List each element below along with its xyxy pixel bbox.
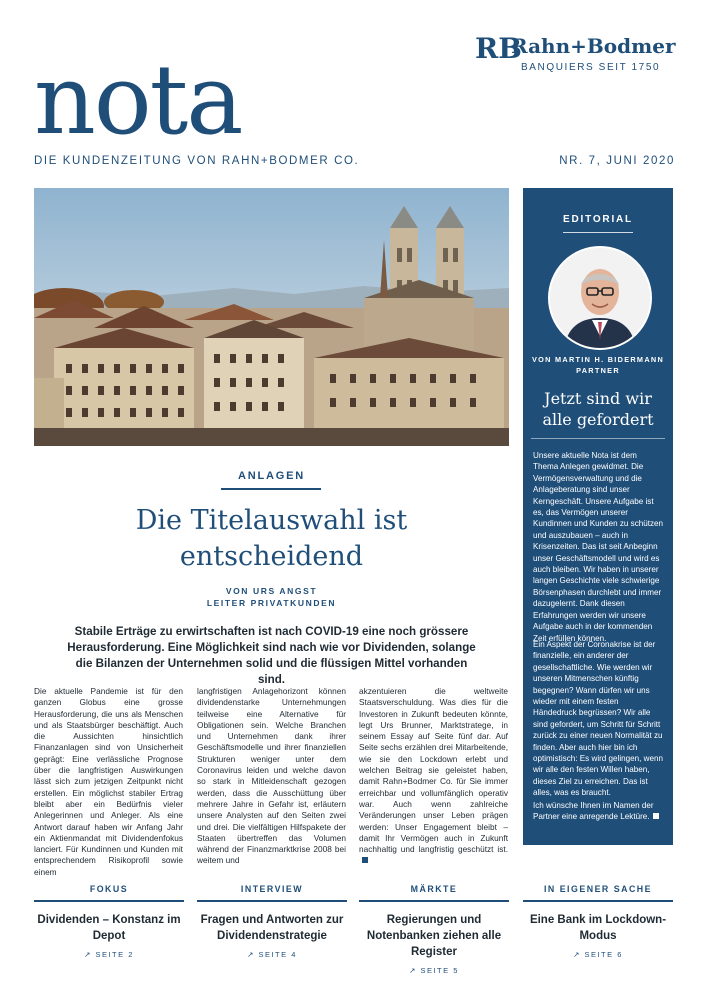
article-column-1: [34, 686, 183, 878]
teaser-divider: [197, 900, 347, 902]
teaser-label: FOKUS: [89, 884, 129, 894]
teaser-divider: [359, 900, 509, 902]
end-mark-icon: [653, 813, 659, 819]
teaser-page-link[interactable]: ↗ SEITE 4: [247, 950, 297, 959]
teaser-title[interactable]: Dividenden – Konstanz im Depot: [37, 914, 181, 942]
editorial-paragraph-3: [533, 800, 664, 823]
editorial-title: Jetzt sind wir alle gefordert: [542, 389, 654, 429]
teaser-page-link[interactable]: ↗ SEITE 5: [409, 966, 459, 975]
teaser-in-eigener-sache[interactable]: [523, 884, 673, 959]
teaser-divider: [523, 900, 673, 902]
section-divider: [221, 488, 321, 490]
teaser-page-link[interactable]: ↗ SEITE 2: [84, 950, 134, 959]
teaser-label: MÄRKTE: [410, 884, 458, 894]
teaser-divider: [34, 900, 184, 902]
issue-number: NR. 7, JUNI 2020: [559, 155, 675, 167]
masthead-subtitle: DIE KUNDENZEITUNG VON RAHN+BODMER CO.: [34, 155, 360, 167]
editorial-author-name: VON MARTIN H. BIDERMANN: [531, 355, 665, 364]
editorial-author-role: PARTNER: [576, 366, 620, 375]
portrait-illustration: [550, 248, 650, 348]
column-1-text: Die aktuelle Pandemie ist für den ganzen Globus eine grosse Herausforderung, die uns als Menschen und als Staatsbürger beschäftigt. Auch die Aussichten hinsichtlich Finanzanlagen sind von Unsicherheit geprägt: Eine verlässliche Prognose über die langfristigen Auswirkungen lässt sich zum jetzigen Zeitpunkt nicht erstellen. Ein möglichst stabiler Ertrag bleibt aber ein Bedürfnis vieler Anlegerinnen und Anleger. Als eine Antwort darauf haben wir Anfang Jahr ein Aktienmandat mit Dividendenfokus lanciert. Für Kundinnen und Kunden mit entsprechendem Risikoprofil sowie einem: [34, 686, 183, 877]
teaser-title[interactable]: Regierungen und Notenbanken ziehen alle Register: [366, 914, 502, 958]
article-headline: Die Titelauswahl ist entscheidend: [135, 505, 408, 572]
teaser-label: INTERVIEW: [240, 884, 304, 894]
column-3-text: akzentuieren die weltweite Staatsverschuldung. Was dies für die Investoren in Zukunft bedeuten könnte, legt Urs Brunner, Marktstratege, in seinem Essay auf Seite fünf dar. Auf Seite sechs erzählen drei Mitarbeitende, wie sie den Lockdown erlebt und welchen Beitrag sie geleistet haben, damit Rahn+Bodmer Co. für Sie immer erreichbar und vollumfänglich operativ war. Auch wenn zahlreiche Veränderungen unser Leben prägen werden: Unser Engagement bleibt – damit Ihr Vermögen auch in Zukunft nachhaltig und langfristig geschützt ist.: [359, 686, 508, 855]
teaser-fokus[interactable]: [34, 884, 184, 959]
teaser-interview[interactable]: [197, 884, 347, 959]
editorial-divider: [563, 232, 633, 233]
article-byline-role: LEITER PRIVATKUNDEN: [206, 598, 337, 608]
teaser-maerkte[interactable]: [359, 884, 509, 975]
logo-tagline: BANQUIERS SEIT 1750: [521, 62, 661, 73]
editorial-closing-text: Ich wünsche Ihnen im Namen der Partner eine anregende Lektüre.: [533, 801, 654, 822]
teaser-title[interactable]: Fragen und Antworten zur Dividendenstrategie: [200, 914, 344, 942]
editorial-paragraph-2: Ein Aspekt der Coronakrise ist der finanzielle, ein anderer der gesellschaftliche. Wie werden wir unseren Mitmenschen künftig begegnen? Wann dürfen wir uns wieder mit einem festen Händedruck begrüssen? Wir alle sind gefordert, um Schritt für Schritt zurück zu einer neuen Normalität zu finden. Aber auch hier bin ich optimistisch: Es wird gelingen, wenn wir alle den festen Willen haben, dieses Ziel zu erreichen. Das ist alles, was es braucht.: [533, 640, 664, 798]
logo-monogram: RB: [475, 32, 522, 65]
editorial-title-divider: [531, 438, 665, 439]
teaser-page-link[interactable]: ↗ SEITE 6: [573, 950, 623, 959]
article-column-2: [197, 686, 346, 867]
article-lead: Stabile Erträge zu erwirtschaften ist nach COVID-19 eine noch grössere Herausforderung. Eine Möglichkeit sind nach wie vor Dividenden, solange die Bilanzen der Unternehmen solid und die flüssigen Mittel vorhanden sind.: [67, 625, 476, 686]
logo-name: Rahn+Bodmer: [511, 34, 676, 58]
editorial-paragraph-1: Unsere aktuelle Nota ist dem Thema Anlegen gewidmet. Die Vermögensverwaltung und die Anlageberatung sind unser Kerngeschäft. Unsere Aufgabe ist es, das Vermögen unserer Kundinnen und Kunden zu schützen und auszubauen – auch in Krisenzeiten. Das ist seit Anbeginn unser Geschäftsmodell und wird es auch bleiben. Wir haben in unserer langen Geschichte viele schwierige Börsenphasen durchlebt und immer dazugelernt. Dank diesen Erfahrungen werden wir unsere Aufgabe auch in der kommenden Zeit erfüllen können.: [533, 451, 664, 643]
author-portrait-avatar: [548, 246, 652, 350]
article-section-label: ANLAGEN: [238, 470, 305, 482]
masthead-title: nota: [34, 44, 242, 156]
cityscape-illustration: [34, 188, 509, 446]
editorial-label: EDITORIAL: [563, 214, 633, 225]
editorial-sidebar: [523, 188, 673, 845]
cover-photo-zurich: [34, 188, 509, 446]
end-mark-icon: [362, 857, 368, 863]
article-column-3: [359, 686, 508, 867]
article-byline-author: VON URS ANGST: [225, 586, 318, 596]
column-2-text: langfristigen Anlagehorizont können dividendenstarke Unternehmungen teilweise eine Alternative für Obligationen sein. Welche Branchen und Unternehmen dank ihrer Geschäftsmodelle und ihrer finanziellen Strukturen weniger unter dem Coronavirus leiden und welche davon so stark in Mitleidenschaft gezogen werden, dass die Ausschüttung über mehrere Jahre in Gefahr ist, erläutern unsere Analysten auf den Seiten zwei und drei. Die vielfältigen Hilfspakete der Staaten übertreffen das Volumen während der Finanzmarktkrise 2008 bei weitem und: [197, 686, 346, 866]
teaser-label: IN EIGENER SACHE: [543, 884, 653, 894]
brand-logo: [475, 32, 675, 76]
teaser-title[interactable]: Eine Bank im Lockdown-Modus: [529, 914, 667, 942]
